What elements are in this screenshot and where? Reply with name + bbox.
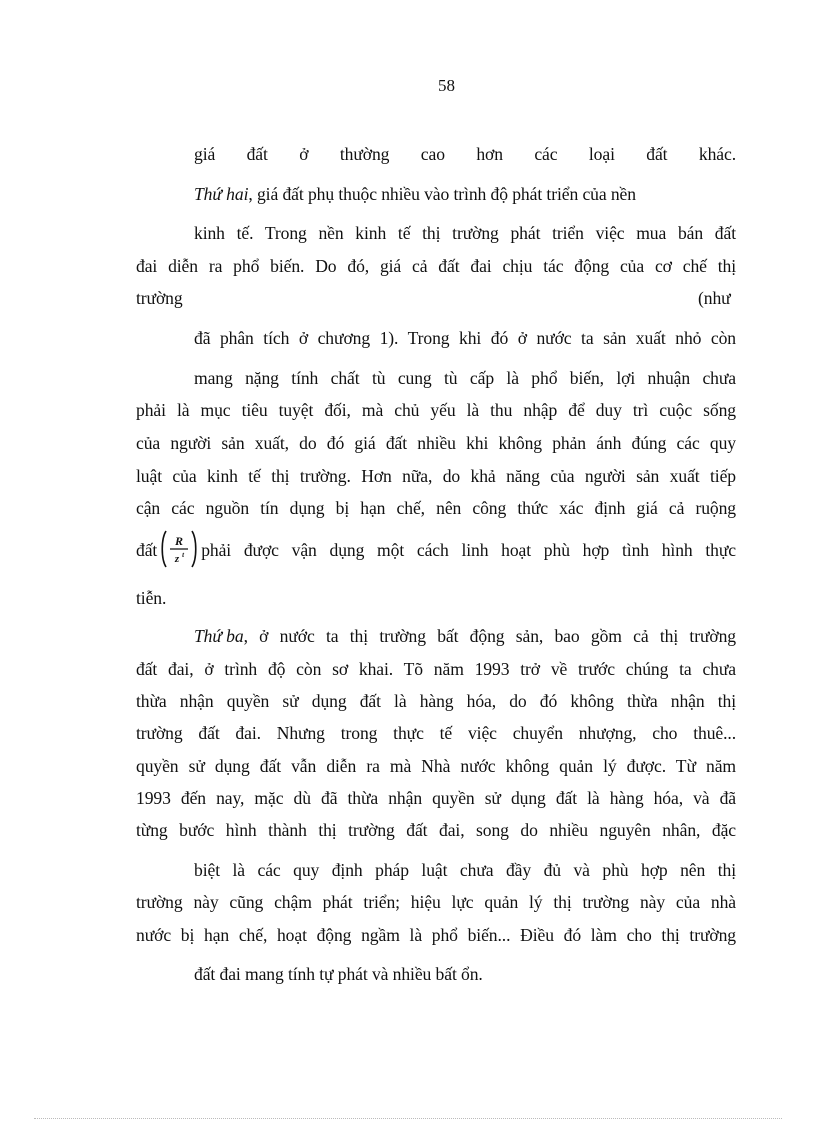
text-line: (như (698, 288, 731, 308)
text-line: 1993 đến nay, mặc dù đã thừa nhận quyền sử dụng đất là hàng hóa, và đã (136, 788, 736, 808)
text-run: phải được vận dụng một cách linh hoạt phù hợp tình hình thực (201, 540, 736, 560)
text-line: nước bị hạn chế, hoạt động ngầm là phổ biến... Điều đó làm cho thị trường (136, 925, 736, 945)
text-line: quyền sử dụng đất vẫn diễn ra mà Nhà nước không quản lý được. Từ năm (136, 756, 736, 776)
text-line: trường đất đai. Nhưng trong thực tế việc chuyển nhượng, cho thuê... (136, 723, 736, 743)
text-line (194, 183, 636, 205)
text-line: giá đất ở thường cao hơn các loại đất khác. (194, 144, 736, 164)
text-line: từng bước hình thành thị trường đất đai, song do nhiều nguyên nhân, đặc (136, 820, 736, 840)
text-line: luật của kinh tế thị trường. Hơn nữa, do khả năng của người sản xuất tiếp (136, 466, 736, 486)
formula-denominator: z (175, 553, 180, 565)
text-line: thừa nhận quyền sử dụng đất là hàng hóa, do đó không thừa nhận thị (136, 691, 736, 711)
text-line: đã phân tích ở chương 1). Trong khi đó ở nước ta sản xuất nhỏ còn (194, 328, 736, 348)
land-price-formula (160, 529, 198, 569)
text-run: đất (136, 540, 158, 560)
text-line: kinh tế. Trong nền kinh tế thị trường phát triển việc mua bán đất (194, 223, 736, 243)
text-line: tiễn. (136, 588, 167, 608)
text-line: đất đai mang tính tự phát và nhiều bất ổn. (194, 964, 483, 984)
text-line: đất đai, ở trình độ còn sơ khai. Tõ năm 1993 trở về trước chúng ta chưa (136, 659, 736, 679)
page-number: 58 (438, 76, 455, 95)
text-line: trường này cũng chậm phát triển; hiệu lực quản lý thị trường này của nhà (136, 892, 736, 912)
text-line (136, 529, 736, 571)
text-line: cận các nguồn tín dụng bị hạn chế, nên công thức xác định giá cả ruộng (136, 498, 736, 518)
text-run: , ở nước ta thị trường bất động sản, bao gồm cả thị trường (243, 626, 736, 646)
formula-exponent: t (182, 551, 185, 559)
text-line: biệt là các quy định pháp luật chưa đầy đủ và phù hợp nên thị (194, 860, 736, 880)
text-line: mang nặng tính chất tù cung tù cấp là phổ biến, lợi nhuận chưa (194, 368, 736, 388)
section-lead-thu-ba: Thứ ba (194, 626, 244, 646)
text-line: trường (136, 288, 183, 308)
text-line: đai diễn ra phổ biến. Do đó, giá cả đất đai chịu tác động của cơ chế thị (136, 256, 736, 276)
formula-numerator: R (175, 534, 184, 548)
text-line (194, 625, 736, 647)
text-line: phải là mục tiêu tuyệt đối, mà chủ yếu là thu nhập để duy trì cuộc sống (136, 400, 736, 420)
section-lead-thu-hai: Thứ hai (194, 184, 249, 204)
page-bottom-rule (34, 1118, 782, 1119)
text-run: , giá đất phụ thuộc nhiều vào trình độ phát triển của nền (248, 184, 636, 204)
text-line: của người sản xuất, do đó giá đất nhiều khi không phản ánh đúng các quy (136, 433, 736, 453)
